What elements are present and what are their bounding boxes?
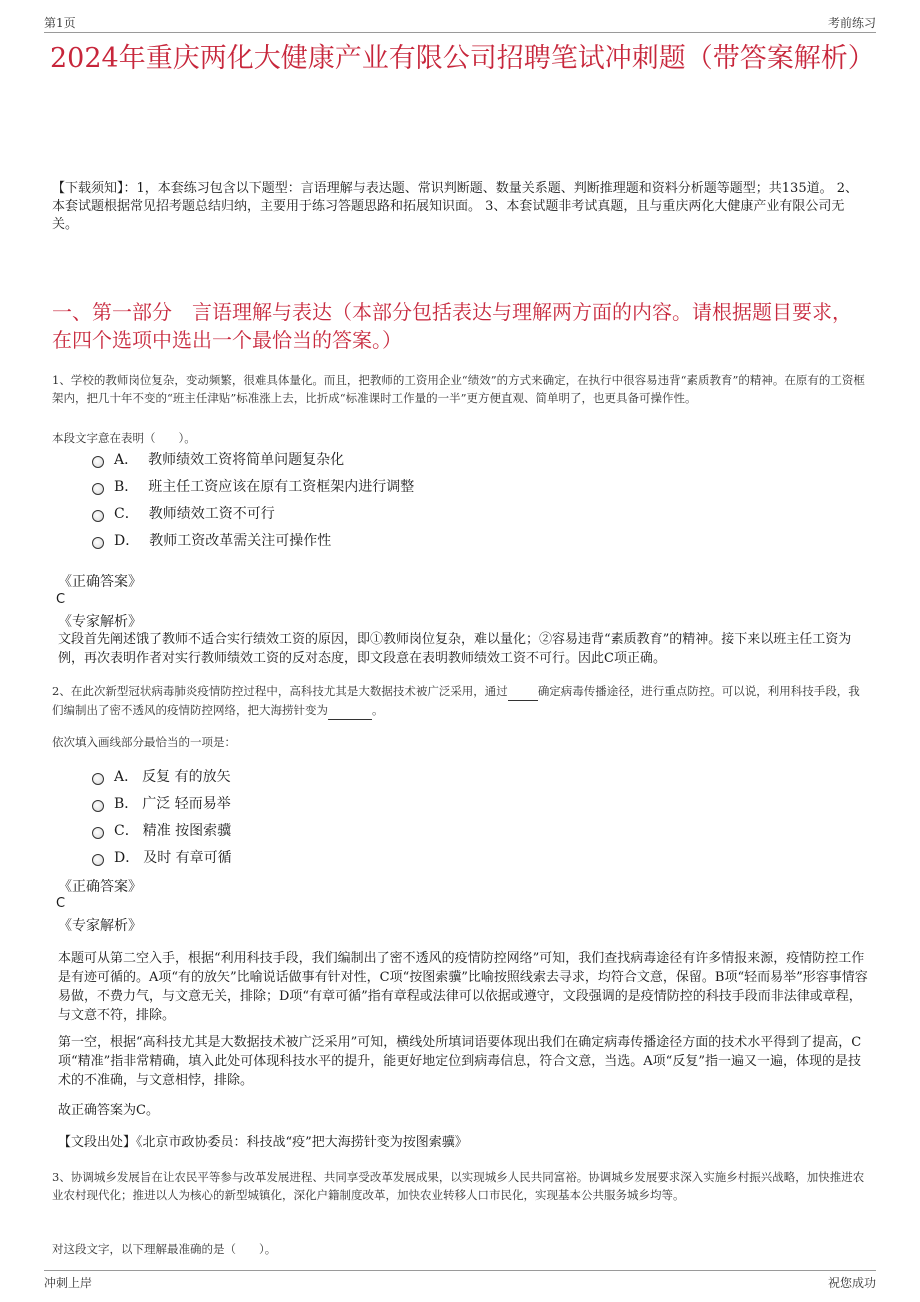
question-2-source: 【文段出处】《北京市政协委员：科技战“疫”把大海捞针变为按图索骥》 (58, 1135, 468, 1150)
radio-icon[interactable] (92, 456, 104, 468)
header-category: 考前练习 (827, 16, 876, 30)
question-1-option-b[interactable]: B． 班主任工资应该在原有工资框架内进行调整 (92, 477, 414, 497)
question-2-answer: C (56, 896, 66, 911)
question-1-analysis: 文段首先阐述饿了教师不适合实行绩效工资的原因，即①教师岗位复杂，难以量化；②容易违背“素质教育”的精神。接下来以班主任工资为例，再次表明作者对实行教师绩效工资的反对态度，即文段意在表明教师绩效工资不可行。因此C项正确。 (58, 632, 852, 666)
page-title: 2024年重庆两化大健康产业有限公司招聘笔试冲刺题（带答案解析） (50, 43, 875, 74)
radio-icon[interactable] (92, 854, 104, 866)
question-2-option-a[interactable]: A． 反复 有的放矢 (92, 767, 231, 787)
footer-divider (44, 1270, 876, 1271)
question-2-analysis-paragraph-1: 本题可从第二空入手，根据“利用科技手段，我们编制出了密不透风的疫情防控网络”可知，我们查找病毒途径有许多情报来源，疫情防控工作是有迹可循的。A项“有的放矢”比喻说话做事有针对性，C项“按图索骥”比喻按照线索去寻求，均符合文意，保留。B项“轻而易举”形容事情容易做，不费力气，与文意无关，排除；D项“有章可循”指有章程或法律可以依据或遵守，文段强调的是疫情防控的科技手段而非法律或章程，与文意不符，排除。 (58, 951, 868, 1023)
question-1-option-c[interactable]: C． 教师绩效工资不可行 (92, 504, 275, 524)
footer-right-text: 祝您成功 (827, 1276, 876, 1290)
question-1-prompt: 本段文字意在表明（ ）。 (52, 431, 196, 445)
question-2-analysis-paragraph-2: 第一空，根据“高科技尤其是大数据技术被广泛采用”可知，横线处所填词语要体现出我们在确定病毒传播途径方面的技术水平得到了提高，C项“精准”指非常精确，填入此处可体现科技水平的提升，能更好地定位到病毒信息，符合文意，当选。A项“反复”指一遍又一遍，体现的是技术的不准确，与文意相悖，排除。 (58, 1035, 862, 1088)
question-1-answer: C (56, 592, 66, 607)
question-1-option-a[interactable]: A． 教师绩效工资将简单问题复杂化 (92, 450, 344, 470)
question-2-option-b[interactable]: B． 广泛 轻而易举 (92, 794, 231, 814)
radio-icon[interactable] (92, 483, 104, 495)
section-heading: 一、第一部分 言语理解与表达（本部分包括表达与理解两方面的内容。请根据题目要求，在四个选项中选出一个最恰当的答案。） (52, 300, 852, 352)
fill-blank-2 (328, 701, 372, 720)
question-3-prompt: 对这段文字，以下理解最准确的是（ ）。 (52, 1242, 277, 1256)
question-2-answer-heading: 《正确答案》 (58, 879, 142, 895)
question-2-conclusion: 故正确答案为C。 (58, 1103, 159, 1118)
radio-icon[interactable] (92, 510, 104, 522)
question-2-option-d[interactable]: D． 及时 有章可循 (92, 848, 232, 868)
question-1-answer-heading: 《正确答案》 (58, 574, 142, 590)
radio-icon[interactable] (92, 800, 104, 812)
footer-left-text: 冲刺上岸 (44, 1276, 93, 1290)
question-1-analysis-heading: 《专家解析》 (58, 614, 142, 630)
header-divider (44, 32, 876, 33)
question-2-stem: 2、在此次新型冠状病毒肺炎疫情防控过程中，高科技尤其是大数据技术被广泛采用，通过 确定病毒传播途径，进行重点防控。可以说，利用科技手段，我们编制出了密不透风的疫情防控网络，把大海捞针变为 。 (52, 682, 870, 720)
question-1-option-d[interactable]: D． 教师工资改革需关注可操作性 (92, 531, 331, 551)
page-number: 第1页 (44, 16, 76, 30)
question-2-prompt: 依次填入画线部分最恰当的一项是： (52, 735, 236, 749)
question-2-analysis-heading: 《专家解析》 (58, 918, 142, 934)
question-3-stem: 3、协调城乡发展旨在让农民平等参与改革发展进程、共同享受改革发展成果，以实现城乡人民共同富裕。协调城乡发展要求深入实施乡村振兴战略，加快推进农业农村现代化；推进以人为核心的新型城镇化，深化户籍制度改革，加快农业转移人口市民化，实现基本公共服务城乡均等。 (52, 1170, 865, 1202)
fill-blank-1 (508, 682, 538, 701)
download-notice: 【下载须知】：1，本套练习包含以下题型：言语理解与表达题、常识判断题、数量关系题、判断推理题和资料分析题等题型；共135道。 2、本套试题根据常见招考题总结归纳，主要用于练习答题思路和拓展知识面。 3、本套试题非考试真题，且与重庆两化大健康产业有限公司无关。 (52, 181, 858, 232)
radio-icon[interactable] (92, 773, 104, 785)
radio-icon[interactable] (92, 537, 104, 549)
radio-icon[interactable] (92, 827, 104, 839)
question-1-stem: 1、学校的教师岗位复杂，变动频繁，很难具体量化。而且，把教师的工资用企业“绩效”的方式来确定，在执行中很容易违背“素质教育”的精神。在原有的工资框架内，把几十年不变的“班主任津贴”标准涨上去，比折成“标准课时工作量的一半”更方便直观、简单明了，也更具备可操作性。 (52, 373, 865, 405)
question-2-option-c[interactable]: C． 精准 按图索骥 (92, 821, 231, 841)
